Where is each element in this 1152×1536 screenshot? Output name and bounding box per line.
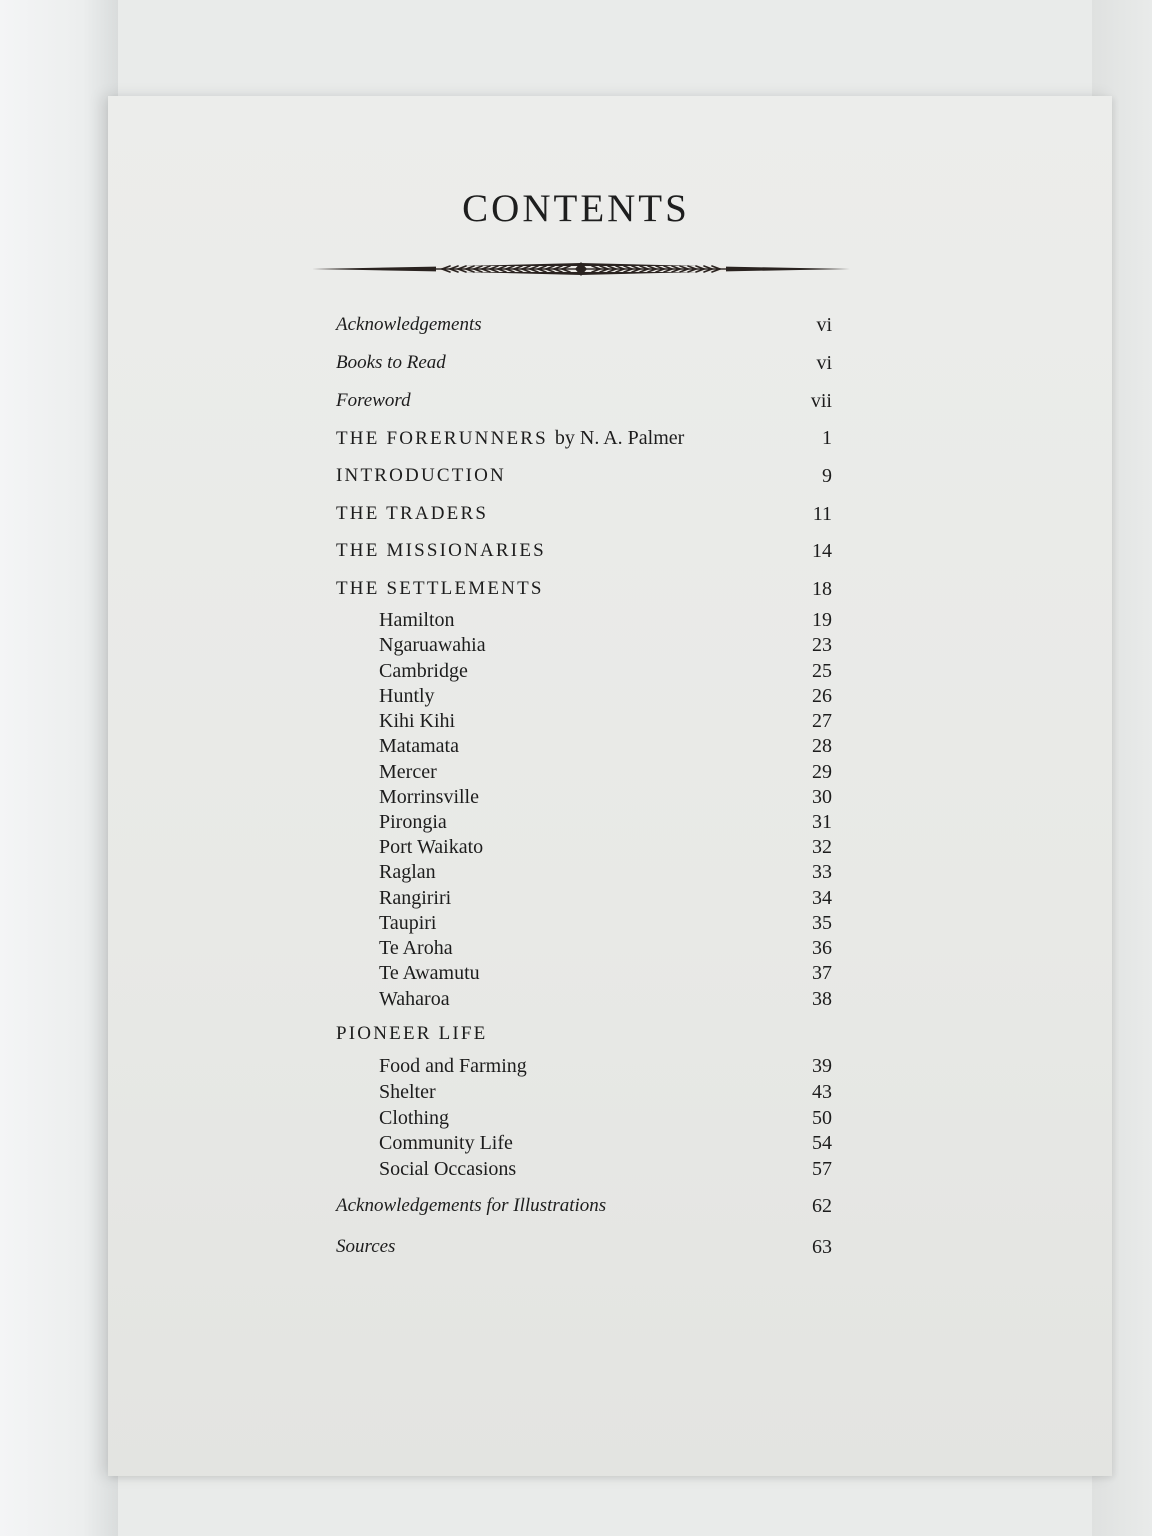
toc-page-number: 36 xyxy=(812,937,832,959)
toc-entry-introduction xyxy=(336,461,832,491)
toc-label: Rangiriri xyxy=(379,887,452,909)
toc-label: Acknowledgements xyxy=(336,314,482,335)
toc-page-number: 62 xyxy=(812,1195,832,1217)
toc-page-number: 23 xyxy=(812,634,832,656)
toc-entry-acknowledgements-illustrations xyxy=(336,1191,832,1221)
toc-page-number: 39 xyxy=(812,1055,832,1077)
toc-page-number: 19 xyxy=(812,609,832,631)
toc-label: THE SETTLEMENTS xyxy=(336,578,544,599)
toc-page-number: 1 xyxy=(822,427,832,449)
toc-label: Social Occasions xyxy=(379,1158,517,1180)
toc-label: THE TRADERS xyxy=(336,503,489,524)
toc-label: Clothing xyxy=(379,1107,450,1129)
toc-label: Waharoa xyxy=(379,988,450,1010)
toc-page-number: 27 xyxy=(812,710,832,732)
toc-subentry xyxy=(336,1154,832,1184)
toc-page-number: 29 xyxy=(812,761,832,783)
toc-label: Te Awamutu xyxy=(379,962,480,984)
toc-entry-settlements xyxy=(336,574,832,604)
toc-entry-books-to-read xyxy=(336,348,832,378)
toc-page-number: 43 xyxy=(812,1081,832,1103)
section-title: THE FORERUNNERS xyxy=(336,428,548,449)
toc-label: Acknowledgements for Illustrations xyxy=(336,1195,607,1216)
toc-entry-traders xyxy=(336,499,832,529)
toc-label: Raglan xyxy=(379,861,436,883)
toc-page-number: 34 xyxy=(812,887,832,909)
toc-label: Hamilton xyxy=(379,609,455,631)
toc-page-number: 11 xyxy=(812,503,832,525)
toc-page-number: 35 xyxy=(812,912,832,934)
toc-page-number: 54 xyxy=(812,1132,832,1154)
toc-entry-missionaries xyxy=(336,536,832,566)
toc-label: Foreword xyxy=(336,390,411,411)
toc-entry-acknowledgements xyxy=(336,310,832,340)
toc-label: Te Aroha xyxy=(379,937,453,959)
toc-page-number: 33 xyxy=(812,861,832,883)
toc-entry-sources xyxy=(336,1232,832,1262)
toc-page-number: 57 xyxy=(812,1158,832,1180)
toc-page-number: 38 xyxy=(812,988,832,1010)
toc-label: Port Waikato xyxy=(379,836,484,858)
toc-page-number: 14 xyxy=(812,540,832,562)
toc-label: Matamata xyxy=(379,735,459,757)
toc-entry-forerunners xyxy=(336,423,832,453)
author-byline: by N. A. Palmer xyxy=(554,427,685,449)
toc-page-number: 32 xyxy=(812,836,832,858)
toc-label: Taupiri xyxy=(379,912,437,934)
toc-label: THE MISSIONARIES xyxy=(336,540,546,561)
page-title: CONTENTS xyxy=(462,187,690,230)
toc-page-number: 30 xyxy=(812,786,832,808)
toc-page-number: 31 xyxy=(812,811,832,833)
toc-label: Pirongia xyxy=(379,811,447,833)
toc-entry-pioneer-life xyxy=(336,1019,832,1049)
toc-page-number: 26 xyxy=(812,685,832,707)
toc-label: Huntly xyxy=(379,685,435,707)
toc-label: Mercer xyxy=(379,761,437,783)
toc-subentry xyxy=(336,984,832,1014)
toc-page-number: 37 xyxy=(812,962,832,984)
toc-page-number: vii xyxy=(810,390,832,412)
toc-label: Food and Farming xyxy=(379,1055,527,1077)
toc-label: Cambridge xyxy=(379,660,468,682)
toc-label: INTRODUCTION xyxy=(336,465,506,486)
toc-label: Ngaruawahia xyxy=(379,634,486,656)
toc-label: Kihi Kihi xyxy=(379,710,456,732)
toc-label: Books to Read xyxy=(336,352,446,373)
toc-page-number: 28 xyxy=(812,735,832,757)
toc-label: Community Life xyxy=(379,1132,513,1154)
toc-label: Morrinsville xyxy=(379,786,479,808)
toc-page-number: 63 xyxy=(812,1236,832,1258)
toc-page-number: vi xyxy=(816,352,832,374)
toc-page-number: vi xyxy=(816,314,832,336)
toc-label: Shelter xyxy=(379,1081,436,1103)
toc-label: PIONEER LIFE xyxy=(336,1023,488,1044)
toc-page-number: 50 xyxy=(812,1107,832,1129)
toc-label: Sources xyxy=(336,1236,396,1257)
toc-entry-foreword xyxy=(336,386,832,416)
toc-page-number: 9 xyxy=(822,465,832,487)
toc-label xyxy=(336,423,684,454)
toc-page-number: 18 xyxy=(812,578,832,600)
toc-page-number: 25 xyxy=(812,660,832,682)
